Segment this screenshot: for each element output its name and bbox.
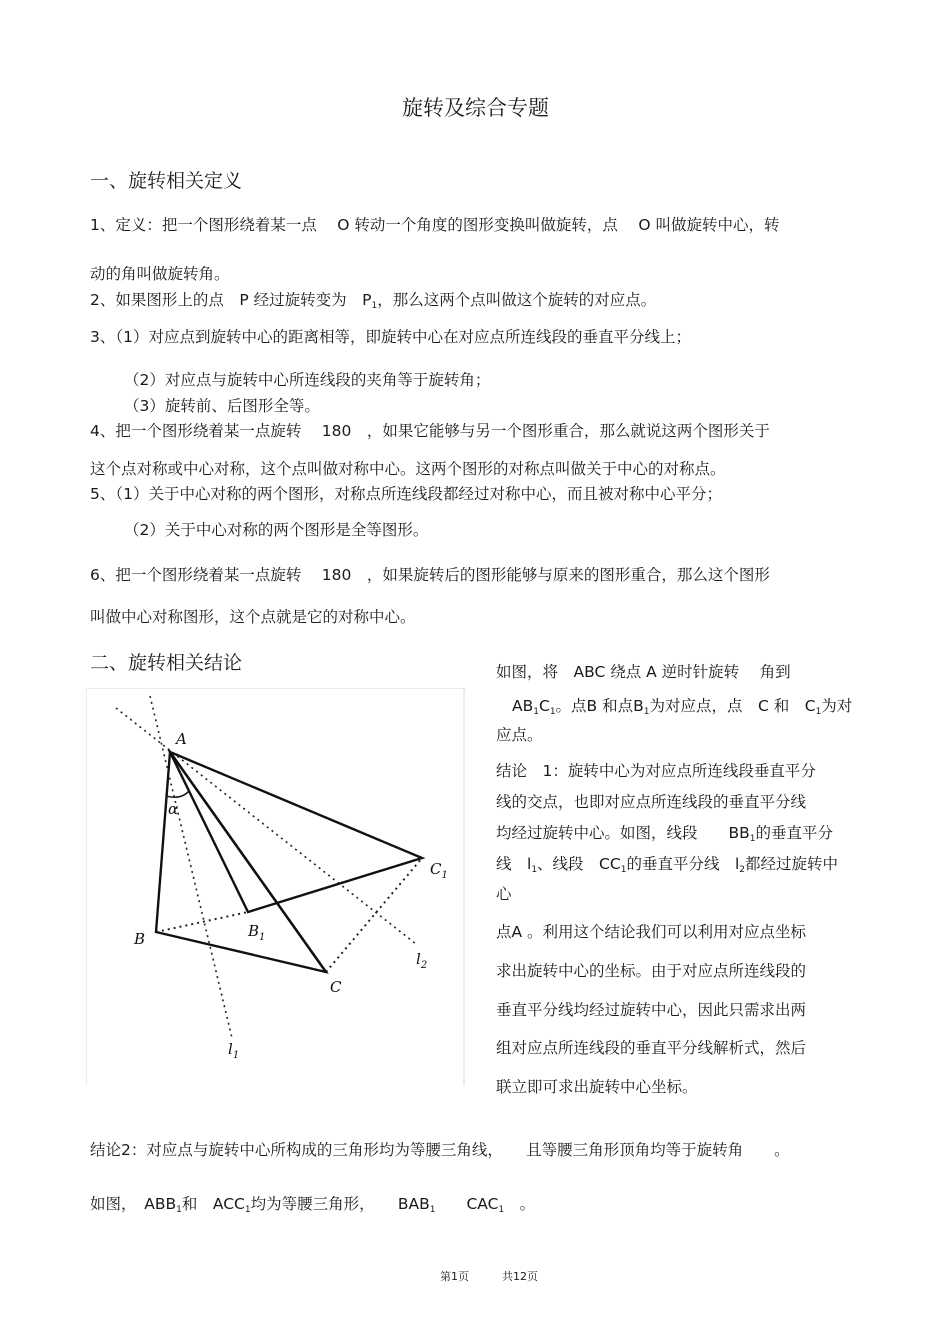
definition-4-line-2: 这个点对称或中心对称，这个点叫做对称中心。这两个图形的对称点叫做关于中心的对称点。: [90, 460, 726, 478]
conclusion-2-example-sub-3: 1: [429, 1205, 436, 1215]
label-l2: [416, 950, 427, 971]
intro-line-3: 应点。: [496, 726, 543, 744]
label-l2-text: l: [416, 950, 421, 968]
intro-line-2: [512, 694, 852, 716]
label-B1: [247, 922, 265, 943]
section-heading-definitions: 一、旋转相关定义: [90, 170, 243, 192]
conclusion-2-example-sub-4: 1: [498, 1205, 505, 1215]
conclusion-1-line-3-a: 均经过旋转中心。如图，线段 BB: [496, 824, 750, 842]
definition-2: [90, 288, 656, 310]
label-l1-text: l: [228, 1040, 233, 1058]
conclusion-1-line-4-sub-3: 2: [739, 865, 745, 875]
conclusion-1-line-4-c: 的垂直平分线 l: [626, 855, 740, 873]
conclusion-1-line-1: 结论 1：旋转中心为对应点所连线段垂直平分: [496, 762, 816, 780]
label-l1: [228, 1040, 239, 1061]
intro-c-text: 为对应点，点 C 和 C: [649, 697, 816, 715]
definition-1-line-1: 1、定义：把一个图形绕着某一点 O 转动一个角度的图形变换叫做旋转，点 O 叫做旋转中心，转: [90, 216, 780, 234]
conclusion-2-example-sub-1: 1: [176, 1205, 182, 1215]
conclusion-1-line-8: 垂直平分线均经过旋转中心，因此只需求出两: [496, 1001, 807, 1019]
conclusion-2-example-e: 。: [504, 1195, 536, 1213]
intro-ab: AB: [512, 697, 534, 715]
conclusion-1-line-3-sub: 1: [749, 834, 756, 844]
triangle-AB1C1: [170, 752, 422, 912]
label-A: A: [176, 730, 187, 748]
conclusion-1-line-4: [496, 852, 838, 874]
intro-line-1: 如图，将 ABC 绕点 A 逆时针旋转 角到: [496, 663, 791, 681]
bisector-l1: [150, 696, 232, 1038]
definition-5-item-2: （2）关于中心对称的两个图形是全等图形。: [124, 521, 429, 539]
definition-1-line-2: 动的角叫做旋转角。: [90, 265, 230, 283]
definition-3-item-2: （2）对应点与旋转中心所连线段的夹角等于旋转角；: [124, 371, 491, 389]
conclusion-2-example-d: CAC: [435, 1195, 499, 1213]
conclusion-1-line-4-d: 都经过旋转中: [744, 855, 838, 873]
conclusion-1-line-2: 线的交点，也即对应点所连线段的垂直平分线: [496, 793, 807, 811]
intro-sub-1: 1: [533, 707, 539, 717]
definition-2-subscript: 1: [371, 301, 378, 311]
definition-2-text-b: ，那么这两个点叫做这个旋转的对应点。: [377, 291, 657, 309]
label-C1-sub: 1: [441, 870, 448, 881]
conclusion-1-line-7: 求出旋转中心的坐标。由于对应点所连线段的: [496, 962, 807, 980]
label-C1: [430, 860, 448, 881]
definition-3-item-3: （3）旋转前、后图形全等。: [124, 397, 320, 415]
intro-sub-4: 1: [815, 707, 822, 717]
label-l1-sub: 1: [232, 1050, 240, 1061]
conclusion-1-line-4-sub-1: 1: [531, 865, 538, 875]
conclusion-2-example-b: 和 ACC: [181, 1195, 245, 1213]
definition-6-line-2: 叫做中心对称图形，这个点就是它的对称中心。: [90, 608, 416, 626]
definition-3-item-1: 3、（1）对应点到旋转中心的距离相等，即旋转中心在对应点所连线段的垂直平分线上；: [90, 328, 691, 346]
page-number: 第1页: [440, 1270, 469, 1283]
label-C: C: [330, 978, 342, 996]
conclusion-2-example-c: 均为等腰三角形， BAB: [250, 1195, 430, 1213]
conclusion-1-line-4-b: 、线段 CC: [537, 855, 621, 873]
conclusion-1-line-4-a: 线 l: [496, 855, 532, 873]
angle-arc: [166, 791, 189, 797]
conclusion-2-example-sub-2: 1: [244, 1205, 251, 1215]
page-title: 旋转及综合专题: [402, 96, 549, 120]
intro-c: C: [538, 697, 550, 715]
conclusion-1-line-3-b: 的垂直平分: [755, 824, 834, 842]
conclusion-1-line-10: 联立即可求出旋转中心坐标。: [496, 1078, 698, 1096]
segment-BB1: [156, 912, 248, 932]
conclusion-1-line-4-sub-2: 1: [620, 865, 627, 875]
definition-4-line-1: 4、把一个图形绕着某一点旋转 180 ，如果它能够与另一个图形重合，那么就说这两个图形关于: [90, 422, 770, 440]
segment-CC1: [326, 858, 422, 972]
rotation-diagram: [86, 688, 466, 1086]
label-B1-sub: 1: [259, 932, 266, 943]
conclusion-2-example: [90, 1192, 535, 1214]
label-l2-sub: 2: [420, 960, 428, 971]
page-total: 共12页: [502, 1270, 538, 1283]
intro-end: 为对: [821, 697, 853, 715]
conclusion-2: 结论2：对应点与旋转中心所构成的三角形均为等腰三角线， 且等腰三角形顶角均等于旋转角 。: [90, 1141, 790, 1159]
rotation-figure: [86, 688, 466, 1086]
label-B1-text: B: [248, 922, 260, 940]
label-alpha: α: [168, 800, 179, 818]
section-heading-conclusions: 二、旋转相关结论: [90, 652, 243, 674]
conclusion-1-line-3: [496, 821, 833, 843]
intro-sub-3: 1: [643, 707, 650, 717]
intro-sub-2: 1: [549, 707, 556, 717]
intro-b-text: 。点B 和点B: [555, 697, 644, 715]
label-C1-text: C: [430, 860, 442, 878]
conclusion-1-line-5: 心: [496, 885, 512, 903]
conclusion-1-line-9: 组对应点所连线段的垂直平分线解析式，然后: [496, 1039, 807, 1057]
triangle-ABC: [156, 752, 326, 972]
conclusion-1-line-6: 点A 。利用这个结论我们可以利用对应点坐标: [496, 923, 807, 941]
label-B: B: [134, 930, 146, 948]
definition-2-text-a: 2、如果图形上的点 P 经过旋转变为 P: [90, 291, 372, 309]
definition-5-item-1: 5、（1）关于中心对称的两个图形，对称点所连线段都经过对称中心，而且被对称中心平分；: [90, 485, 722, 503]
definition-6-line-1: 6、把一个图形绕着某一点旋转 180 ，如果旋转后的图形能够与原来的图形重合，那么这个图形: [90, 566, 770, 584]
conclusion-2-example-a: 如图， ABB: [90, 1195, 177, 1213]
